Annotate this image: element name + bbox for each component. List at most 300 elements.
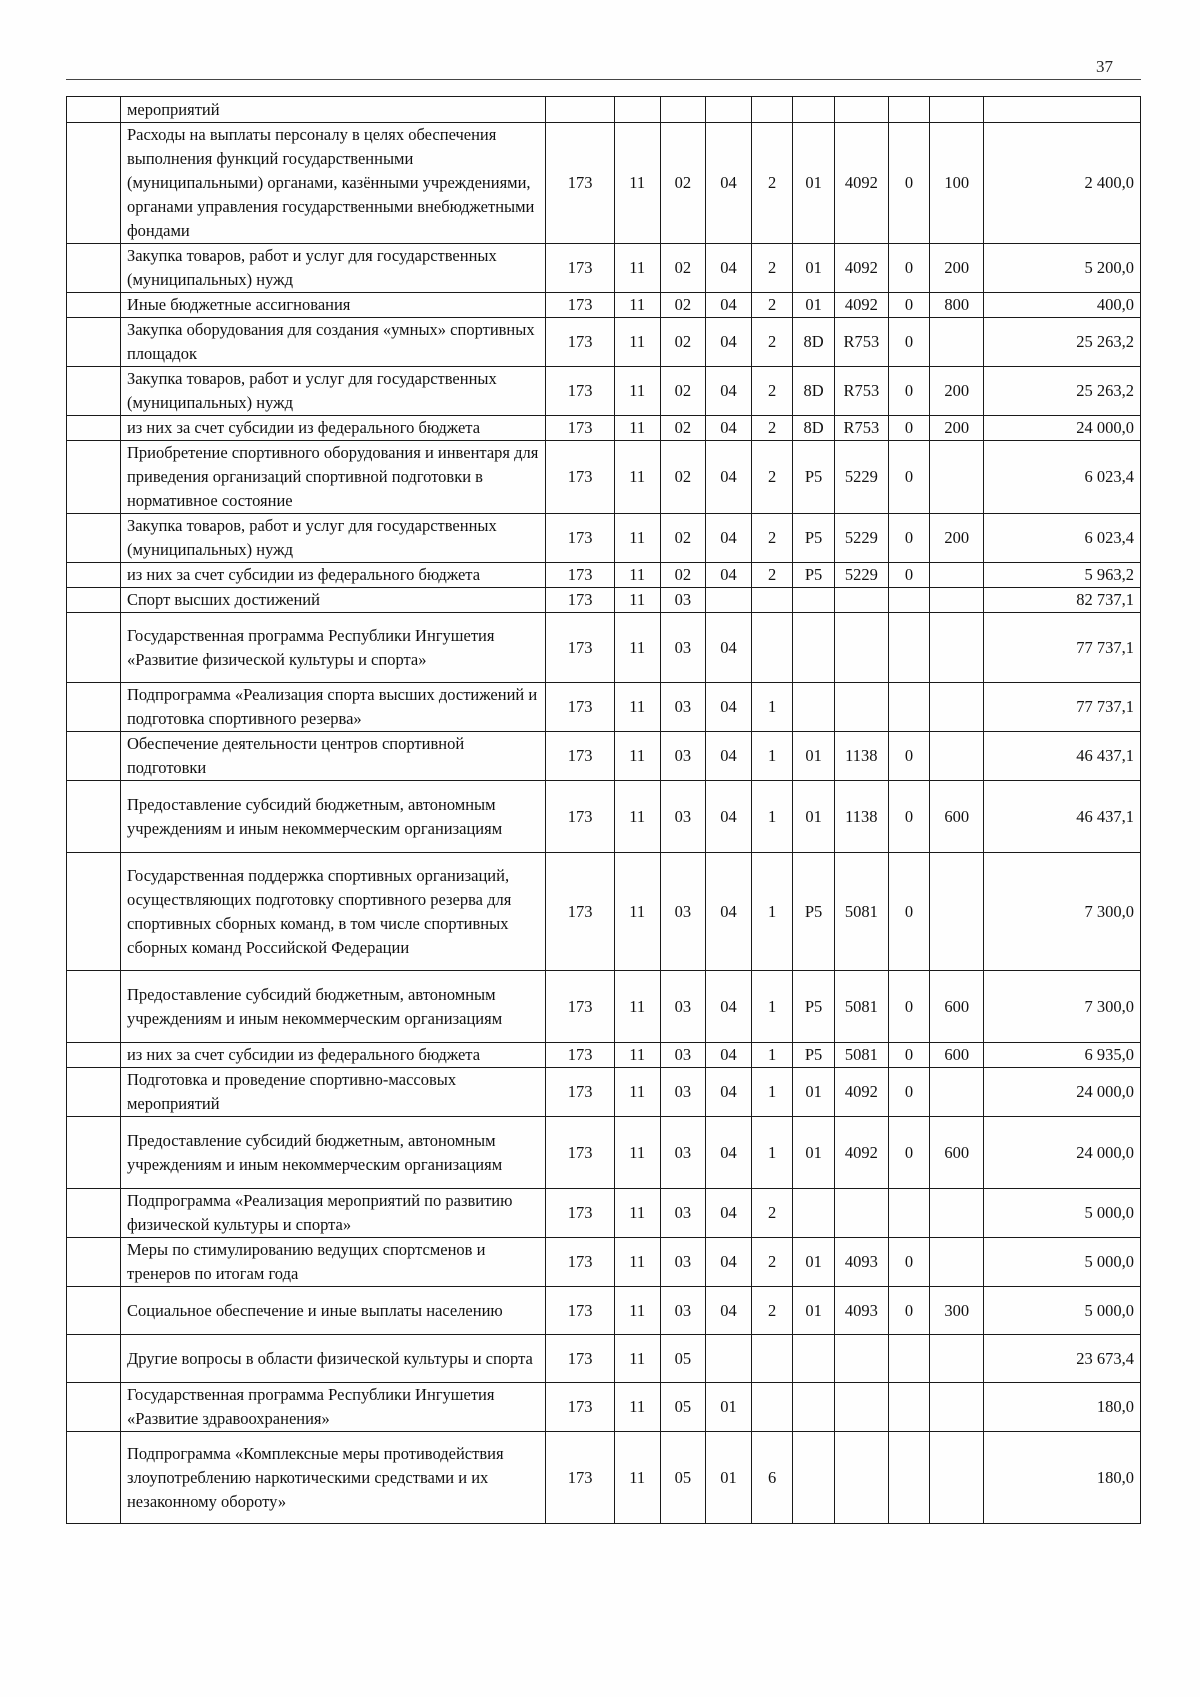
ministry-cell: 173 <box>546 367 614 416</box>
program-cell: 04 <box>706 613 752 683</box>
direction-cell <box>834 588 888 613</box>
event-cell: 01 <box>793 781 835 853</box>
event-cell: 01 <box>793 732 835 781</box>
section-cell: 11 <box>614 613 660 683</box>
amount-cell: 77 737,1 <box>984 613 1141 683</box>
expense-type-cell: 200 <box>930 416 984 441</box>
item-name-cell: Предоставление субсидий бюджетным, автономным учреждениям и иным некоммерческим организациям <box>120 971 545 1043</box>
row-index-cell <box>67 318 121 367</box>
program-cell <box>706 588 752 613</box>
subprogram-cell: 1 <box>751 1068 793 1117</box>
direction-cell: R753 <box>834 367 888 416</box>
row-index-cell <box>67 1335 121 1383</box>
direction-cell <box>834 1335 888 1383</box>
section-cell: 11 <box>614 1238 660 1287</box>
section-cell <box>614 97 660 123</box>
amount-cell: 6 023,4 <box>984 514 1141 563</box>
direction-cell: 1138 <box>834 732 888 781</box>
subsection-cell: 03 <box>660 732 706 781</box>
event-cell <box>793 613 835 683</box>
subprogram-cell <box>751 613 793 683</box>
direction-cell: 4092 <box>834 293 888 318</box>
direction-cell: 5229 <box>834 514 888 563</box>
expense-type-cell <box>930 563 984 588</box>
direction-cell: 5081 <box>834 971 888 1043</box>
table-row <box>67 416 1141 441</box>
table-row <box>67 1335 1141 1383</box>
expense-type-cell: 600 <box>930 1117 984 1189</box>
table-row <box>67 613 1141 683</box>
expense-type-cell: 200 <box>930 244 984 293</box>
ministry-cell: 173 <box>546 1238 614 1287</box>
ministry-cell: 173 <box>546 781 614 853</box>
event-cell: P5 <box>793 514 835 563</box>
direction-cell <box>834 683 888 732</box>
subsection-cell: 05 <box>660 1335 706 1383</box>
table-row <box>67 1238 1141 1287</box>
subprogram-cell: 1 <box>751 1117 793 1189</box>
section-cell: 11 <box>614 683 660 732</box>
subprogram-cell: 2 <box>751 416 793 441</box>
subsection-cell: 03 <box>660 1043 706 1068</box>
direction-cell <box>834 97 888 123</box>
row-index-cell <box>67 732 121 781</box>
subprogram-cell: 2 <box>751 367 793 416</box>
section-cell: 11 <box>614 732 660 781</box>
amount-cell: 24 000,0 <box>984 416 1141 441</box>
ministry-cell: 173 <box>546 1432 614 1524</box>
event-cell: 01 <box>793 244 835 293</box>
table-row <box>67 514 1141 563</box>
subsection-cell: 05 <box>660 1432 706 1524</box>
subprogram-cell: 2 <box>751 441 793 514</box>
subprogram-cell: 2 <box>751 123 793 244</box>
expense-type-cell <box>930 441 984 514</box>
section-cell: 11 <box>614 123 660 244</box>
resource-cell: 0 <box>888 244 930 293</box>
resource-cell <box>888 1383 930 1432</box>
event-cell: 8D <box>793 318 835 367</box>
expense-type-cell: 300 <box>930 1287 984 1335</box>
event-cell: P5 <box>793 563 835 588</box>
program-cell: 04 <box>706 1068 752 1117</box>
section-cell: 11 <box>614 1068 660 1117</box>
direction-cell: 5229 <box>834 441 888 514</box>
row-index-cell <box>67 1238 121 1287</box>
event-cell: 8D <box>793 416 835 441</box>
event-cell: 01 <box>793 293 835 318</box>
subsection-cell: 03 <box>660 683 706 732</box>
program-cell <box>706 97 752 123</box>
subprogram-cell <box>751 1383 793 1432</box>
amount-cell: 82 737,1 <box>984 588 1141 613</box>
subsection-cell: 05 <box>660 1383 706 1432</box>
event-cell: 01 <box>793 1287 835 1335</box>
item-name-cell: Другие вопросы в области физической культуры и спорта <box>120 1335 545 1383</box>
ministry-cell: 173 <box>546 441 614 514</box>
program-cell: 04 <box>706 1117 752 1189</box>
subsection-cell: 02 <box>660 244 706 293</box>
row-index-cell <box>67 1189 121 1238</box>
program-cell: 04 <box>706 853 752 971</box>
subsection-cell: 02 <box>660 441 706 514</box>
item-name-cell: мероприятий <box>120 97 545 123</box>
subsection-cell: 03 <box>660 588 706 613</box>
table-row <box>67 588 1141 613</box>
subsection-cell: 03 <box>660 1238 706 1287</box>
program-cell: 04 <box>706 293 752 318</box>
item-name-cell: из них за счет субсидии из федерального бюджета <box>120 563 545 588</box>
expense-type-cell <box>930 1383 984 1432</box>
ministry-cell: 173 <box>546 318 614 367</box>
header-rule <box>66 79 1141 80</box>
subsection-cell: 02 <box>660 514 706 563</box>
direction-cell: 5081 <box>834 1043 888 1068</box>
subsection-cell <box>660 97 706 123</box>
expense-type-cell: 100 <box>930 123 984 244</box>
expense-type-cell: 800 <box>930 293 984 318</box>
program-cell: 04 <box>706 367 752 416</box>
program-cell: 04 <box>706 1287 752 1335</box>
table-row <box>67 1287 1141 1335</box>
table-row <box>67 1117 1141 1189</box>
ministry-cell: 173 <box>546 613 614 683</box>
resource-cell: 0 <box>888 853 930 971</box>
ministry-cell: 173 <box>546 1335 614 1383</box>
expense-type-cell <box>930 1432 984 1524</box>
subprogram-cell: 2 <box>751 244 793 293</box>
resource-cell: 0 <box>888 1287 930 1335</box>
program-cell: 04 <box>706 123 752 244</box>
event-cell <box>793 1432 835 1524</box>
item-name-cell: Социальное обеспечение и иные выплаты населению <box>120 1287 545 1335</box>
resource-cell <box>888 588 930 613</box>
expense-type-cell <box>930 683 984 732</box>
event-cell: P5 <box>793 971 835 1043</box>
table-row <box>67 441 1141 514</box>
table-row <box>67 244 1141 293</box>
subsection-cell: 03 <box>660 1189 706 1238</box>
ministry-cell: 173 <box>546 683 614 732</box>
row-index-cell <box>67 971 121 1043</box>
table-row <box>67 563 1141 588</box>
subprogram-cell <box>751 97 793 123</box>
budget-table <box>66 96 1141 1524</box>
event-cell <box>793 97 835 123</box>
table-row <box>67 1383 1141 1432</box>
ministry-cell: 173 <box>546 1189 614 1238</box>
table-body <box>67 97 1141 1524</box>
direction-cell: R753 <box>834 318 888 367</box>
resource-cell: 0 <box>888 1117 930 1189</box>
row-index-cell <box>67 588 121 613</box>
program-cell: 04 <box>706 732 752 781</box>
subprogram-cell: 2 <box>751 1287 793 1335</box>
program-cell: 04 <box>706 971 752 1043</box>
amount-cell: 6 023,4 <box>984 441 1141 514</box>
table-row <box>67 123 1141 244</box>
section-cell: 11 <box>614 588 660 613</box>
resource-cell: 0 <box>888 781 930 853</box>
amount-cell: 5 000,0 <box>984 1238 1141 1287</box>
item-name-cell: Предоставление субсидий бюджетным, автономным учреждениям и иным некоммерческим организациям <box>120 1117 545 1189</box>
direction-cell: 5081 <box>834 853 888 971</box>
row-index-cell <box>67 1068 121 1117</box>
resource-cell: 0 <box>888 1068 930 1117</box>
direction-cell: 4092 <box>834 1117 888 1189</box>
section-cell: 11 <box>614 971 660 1043</box>
section-cell: 11 <box>614 1117 660 1189</box>
resource-cell <box>888 683 930 732</box>
section-cell: 11 <box>614 244 660 293</box>
direction-cell <box>834 613 888 683</box>
program-cell: 01 <box>706 1432 752 1524</box>
expense-type-cell: 200 <box>930 514 984 563</box>
amount-cell: 5 200,0 <box>984 244 1141 293</box>
amount-cell: 25 263,2 <box>984 318 1141 367</box>
program-cell: 04 <box>706 318 752 367</box>
expense-type-cell <box>930 1189 984 1238</box>
resource-cell: 0 <box>888 123 930 244</box>
row-index-cell <box>67 416 121 441</box>
subprogram-cell: 6 <box>751 1432 793 1524</box>
subsection-cell: 03 <box>660 971 706 1043</box>
table-row <box>67 781 1141 853</box>
amount-cell: 5 000,0 <box>984 1287 1141 1335</box>
subprogram-cell: 2 <box>751 1189 793 1238</box>
subsection-cell: 03 <box>660 613 706 683</box>
subprogram-cell <box>751 588 793 613</box>
resource-cell: 0 <box>888 318 930 367</box>
program-cell: 04 <box>706 1238 752 1287</box>
subprogram-cell: 2 <box>751 514 793 563</box>
direction-cell: 1138 <box>834 781 888 853</box>
ministry-cell: 173 <box>546 971 614 1043</box>
direction-cell <box>834 1432 888 1524</box>
ministry-cell: 173 <box>546 853 614 971</box>
ministry-cell: 173 <box>546 1117 614 1189</box>
section-cell: 11 <box>614 853 660 971</box>
ministry-cell: 173 <box>546 514 614 563</box>
amount-cell: 400,0 <box>984 293 1141 318</box>
resource-cell <box>888 1189 930 1238</box>
row-index-cell <box>67 367 121 416</box>
direction-cell <box>834 1189 888 1238</box>
ministry-cell: 173 <box>546 123 614 244</box>
subsection-cell: 02 <box>660 563 706 588</box>
section-cell: 11 <box>614 441 660 514</box>
section-cell: 11 <box>614 563 660 588</box>
amount-cell: 77 737,1 <box>984 683 1141 732</box>
resource-cell <box>888 613 930 683</box>
section-cell: 11 <box>614 367 660 416</box>
amount-cell: 7 300,0 <box>984 971 1141 1043</box>
event-cell: P5 <box>793 853 835 971</box>
amount-cell: 46 437,1 <box>984 732 1141 781</box>
item-name-cell: Закупка товаров, работ и услуг для государственных (муниципальных) нужд <box>120 367 545 416</box>
item-name-cell: Спорт высших достижений <box>120 588 545 613</box>
program-cell: 04 <box>706 781 752 853</box>
direction-cell: 5229 <box>834 563 888 588</box>
amount-cell: 180,0 <box>984 1432 1141 1524</box>
row-index-cell <box>67 683 121 732</box>
table-row <box>67 853 1141 971</box>
table-row <box>67 683 1141 732</box>
subsection-cell: 03 <box>660 1117 706 1189</box>
amount-cell: 23 673,4 <box>984 1335 1141 1383</box>
subprogram-cell: 1 <box>751 732 793 781</box>
program-cell: 04 <box>706 563 752 588</box>
amount-cell: 6 935,0 <box>984 1043 1141 1068</box>
item-name-cell: Закупка товаров, работ и услуг для государственных (муниципальных) нужд <box>120 514 545 563</box>
table-row <box>67 732 1141 781</box>
expense-type-cell: 200 <box>930 367 984 416</box>
amount-cell: 24 000,0 <box>984 1117 1141 1189</box>
row-index-cell <box>67 244 121 293</box>
row-index-cell <box>67 613 121 683</box>
item-name-cell: Приобретение спортивного оборудования и инвентаря для приведения организаций спортивной подготовки в нормативное состояние <box>120 441 545 514</box>
event-cell: P5 <box>793 1043 835 1068</box>
program-cell: 04 <box>706 683 752 732</box>
resource-cell: 0 <box>888 563 930 588</box>
table-row <box>67 1068 1141 1117</box>
resource-cell: 0 <box>888 732 930 781</box>
event-cell: 01 <box>793 1117 835 1189</box>
expense-type-cell: 600 <box>930 781 984 853</box>
item-name-cell: Подготовка и проведение спортивно-массовых мероприятий <box>120 1068 545 1117</box>
row-index-cell <box>67 1432 121 1524</box>
row-index-cell <box>67 1383 121 1432</box>
row-index-cell <box>67 1117 121 1189</box>
item-name-cell: из них за счет субсидии из федерального бюджета <box>120 1043 545 1068</box>
amount-cell: 5 000,0 <box>984 1189 1141 1238</box>
row-index-cell <box>67 563 121 588</box>
row-index-cell <box>67 97 121 123</box>
section-cell: 11 <box>614 1432 660 1524</box>
expense-type-cell <box>930 97 984 123</box>
section-cell: 11 <box>614 1383 660 1432</box>
expense-type-cell <box>930 318 984 367</box>
direction-cell <box>834 1383 888 1432</box>
amount-cell: 46 437,1 <box>984 781 1141 853</box>
table-row <box>67 1043 1141 1068</box>
item-name-cell: Иные бюджетные ассигнования <box>120 293 545 318</box>
item-name-cell: Расходы на выплаты персоналу в целях обеспечения выполнения функций государственными (муниципальными) органами, казёнными учреждениями, органами управления государственными внебюджетными фондами <box>120 123 545 244</box>
table-row <box>67 1432 1141 1524</box>
subprogram-cell: 1 <box>751 1043 793 1068</box>
item-name-cell: Государственная программа Республики Ингушетия «Развитие физической культуры и спорта» <box>120 613 545 683</box>
section-cell: 11 <box>614 318 660 367</box>
expense-type-cell: 600 <box>930 1043 984 1068</box>
subprogram-cell: 1 <box>751 683 793 732</box>
expense-type-cell <box>930 732 984 781</box>
ministry-cell: 173 <box>546 1043 614 1068</box>
table-row <box>67 1189 1141 1238</box>
event-cell <box>793 1335 835 1383</box>
item-name-cell: Государственная программа Республики Ингушетия «Развитие здравоохранения» <box>120 1383 545 1432</box>
section-cell: 11 <box>614 293 660 318</box>
resource-cell: 0 <box>888 971 930 1043</box>
row-index-cell <box>67 781 121 853</box>
resource-cell: 0 <box>888 1238 930 1287</box>
ministry-cell: 173 <box>546 732 614 781</box>
item-name-cell: Подпрограмма «Реализация мероприятий по развитию физической культуры и спорта» <box>120 1189 545 1238</box>
resource-cell: 0 <box>888 293 930 318</box>
ministry-cell: 173 <box>546 416 614 441</box>
subsection-cell: 02 <box>660 293 706 318</box>
event-cell: 01 <box>793 123 835 244</box>
subsection-cell: 02 <box>660 123 706 244</box>
subsection-cell: 03 <box>660 853 706 971</box>
expense-type-cell <box>930 1068 984 1117</box>
direction-cell: 4092 <box>834 1068 888 1117</box>
subprogram-cell: 2 <box>751 293 793 318</box>
item-name-cell: Закупка оборудования для создания «умных» спортивных площадок <box>120 318 545 367</box>
subsection-cell: 03 <box>660 781 706 853</box>
ministry-cell: 173 <box>546 1068 614 1117</box>
item-name-cell: Государственная поддержка спортивных организаций, осуществляющих подготовку спортивного резерва для спортивных сборных команд, в том числе спортивных сборных команд Российской Федерации <box>120 853 545 971</box>
amount-cell: 180,0 <box>984 1383 1141 1432</box>
expense-type-cell <box>930 1335 984 1383</box>
ministry-cell: 173 <box>546 563 614 588</box>
direction-cell: 4092 <box>834 244 888 293</box>
expense-type-cell <box>930 588 984 613</box>
event-cell <box>793 1383 835 1432</box>
amount-cell: 7 300,0 <box>984 853 1141 971</box>
event-cell <box>793 683 835 732</box>
event-cell: 8D <box>793 367 835 416</box>
amount-cell: 25 263,2 <box>984 367 1141 416</box>
event-cell: P5 <box>793 441 835 514</box>
subsection-cell: 03 <box>660 1068 706 1117</box>
section-cell: 11 <box>614 781 660 853</box>
row-index-cell <box>67 441 121 514</box>
program-cell: 01 <box>706 1383 752 1432</box>
program-cell: 04 <box>706 244 752 293</box>
item-name-cell: Подпрограмма «Комплексные меры противодействия злоупотреблению наркотическими средствами и их незаконному обороту» <box>120 1432 545 1524</box>
direction-cell: 4093 <box>834 1287 888 1335</box>
ministry-cell <box>546 97 614 123</box>
row-index-cell <box>67 123 121 244</box>
resource-cell: 0 <box>888 1043 930 1068</box>
subsection-cell: 03 <box>660 1287 706 1335</box>
amount-cell: 5 963,2 <box>984 563 1141 588</box>
item-name-cell: Обеспечение деятельности центров спортивной подготовки <box>120 732 545 781</box>
subprogram-cell <box>751 1335 793 1383</box>
event-cell: 01 <box>793 1068 835 1117</box>
expense-type-cell <box>930 853 984 971</box>
subsection-cell: 02 <box>660 416 706 441</box>
resource-cell <box>888 97 930 123</box>
page-number: 37 <box>1096 57 1113 76</box>
row-index-cell <box>67 1287 121 1335</box>
subprogram-cell: 2 <box>751 318 793 367</box>
subprogram-cell: 2 <box>751 563 793 588</box>
section-cell: 11 <box>614 1043 660 1068</box>
amount-cell: 2 400,0 <box>984 123 1141 244</box>
row-index-cell <box>67 514 121 563</box>
table-row <box>67 293 1141 318</box>
section-cell: 11 <box>614 514 660 563</box>
resource-cell: 0 <box>888 441 930 514</box>
direction-cell: R753 <box>834 416 888 441</box>
amount-cell: 24 000,0 <box>984 1068 1141 1117</box>
table-row <box>67 318 1141 367</box>
resource-cell: 0 <box>888 416 930 441</box>
subprogram-cell: 1 <box>751 971 793 1043</box>
subprogram-cell: 1 <box>751 781 793 853</box>
section-cell: 11 <box>614 1335 660 1383</box>
